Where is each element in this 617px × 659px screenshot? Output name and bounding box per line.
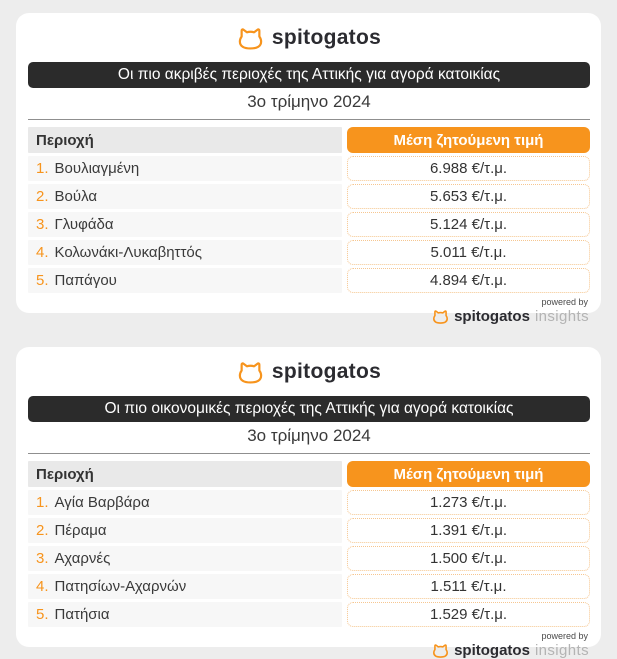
table-header-row — [28, 127, 590, 153]
insights-suffix-text: insights — [534, 642, 589, 659]
price-value: 6.988 €/τ.μ. — [347, 156, 590, 181]
table-row — [28, 574, 590, 599]
rank-label: 4. — [36, 578, 49, 595]
price-value: 1.391 €/τ.μ. — [347, 518, 590, 543]
rank-label: 2. — [36, 188, 49, 205]
area-cell — [28, 518, 342, 543]
table-row — [28, 156, 590, 181]
column-header-price: Μέση ζητούμενη τιμή — [347, 127, 590, 153]
price-value: 1.511 €/τ.μ. — [347, 574, 590, 599]
area-name: Πατήσια — [54, 606, 110, 623]
area-name: Γλυφάδα — [54, 216, 114, 233]
area-cell — [28, 240, 342, 265]
spitogatos-cat-icon — [237, 26, 264, 50]
card-subtitle: 3ο τρίμηνο 2024 — [247, 92, 371, 111]
rank-label: 5. — [36, 272, 49, 289]
card-footer — [28, 297, 590, 325]
brand-logo-text: spitogatos — [271, 26, 382, 49]
brand-logo — [28, 21, 590, 55]
insights-logo — [28, 308, 590, 325]
column-header-area: Περιοχή — [28, 461, 342, 487]
area-name: Αχαρνές — [54, 550, 111, 567]
area-name: Πατησίων-Αχαρνών — [54, 578, 187, 595]
table-row — [28, 268, 590, 293]
price-value: 5.653 €/τ.μ. — [347, 184, 590, 209]
area-cell — [28, 574, 342, 599]
brand-logo — [28, 355, 590, 389]
brand-logo-text: spitogatos — [271, 360, 382, 383]
price-value: 5.124 €/τ.μ. — [347, 212, 590, 237]
table-row — [28, 240, 590, 265]
insights-brand-text: spitogatos — [454, 642, 530, 659]
area-cell — [28, 156, 342, 181]
area-name: Βούλα — [54, 188, 98, 205]
price-value: 1.500 €/τ.μ. — [347, 546, 590, 571]
insights-suffix-text: insights — [534, 308, 589, 325]
card-footer — [28, 631, 590, 659]
area-name: Πέραμα — [54, 522, 107, 539]
price-value: 1.273 €/τ.μ. — [347, 490, 590, 515]
card-title-banner: Οι πιο ακριβές περιοχές της Αττικής για αγορά κατοικίας — [28, 62, 590, 88]
rank-label: 3. — [36, 216, 49, 233]
price-value: 4.894 €/τ.μ. — [347, 268, 590, 293]
rank-label: 4. — [36, 244, 49, 261]
table-row — [28, 518, 590, 543]
price-value: 1.529 €/τ.μ. — [347, 602, 590, 627]
area-cell — [28, 546, 342, 571]
infographic-card-economical — [16, 347, 601, 659]
rank-label: 2. — [36, 522, 49, 539]
area-name: Κολωνάκι-Λυκαβηττός — [54, 244, 202, 261]
divider-line — [28, 453, 590, 454]
table-row — [28, 546, 590, 571]
area-cell — [28, 490, 342, 515]
powered-by-label: powered by — [541, 631, 588, 641]
card-subtitle: 3ο τρίμηνο 2024 — [247, 426, 371, 445]
table-row — [28, 184, 590, 209]
spitogatos-cat-icon — [432, 309, 449, 324]
table-row — [28, 490, 590, 515]
price-value: 5.011 €/τ.μ. — [347, 240, 590, 265]
rank-label: 3. — [36, 550, 49, 567]
area-cell — [28, 184, 342, 209]
area-cell — [28, 602, 342, 627]
area-cell — [28, 212, 342, 237]
table-row — [28, 602, 590, 627]
powered-by-label: powered by — [541, 297, 588, 307]
rank-label: 5. — [36, 606, 49, 623]
card-title-banner: Οι πιο οικονομικές περιοχές της Αττικής για αγορά κατοικίας — [28, 396, 590, 422]
price-table — [28, 127, 590, 293]
table-row — [28, 212, 590, 237]
area-name: Παπάγου — [54, 272, 117, 289]
divider-line — [28, 119, 590, 120]
rank-label: 1. — [36, 160, 49, 177]
area-name: Αγία Βαρβάρα — [54, 494, 150, 511]
column-header-area: Περιοχή — [28, 127, 342, 153]
column-header-price: Μέση ζητούμενη τιμή — [347, 461, 590, 487]
infographic-card-expensive — [16, 13, 601, 325]
price-table — [28, 461, 590, 627]
insights-brand-text: spitogatos — [454, 308, 530, 325]
table-header-row — [28, 461, 590, 487]
rank-label: 1. — [36, 494, 49, 511]
area-cell — [28, 268, 342, 293]
area-name: Βουλιαγμένη — [54, 160, 140, 177]
spitogatos-cat-icon — [237, 360, 264, 384]
